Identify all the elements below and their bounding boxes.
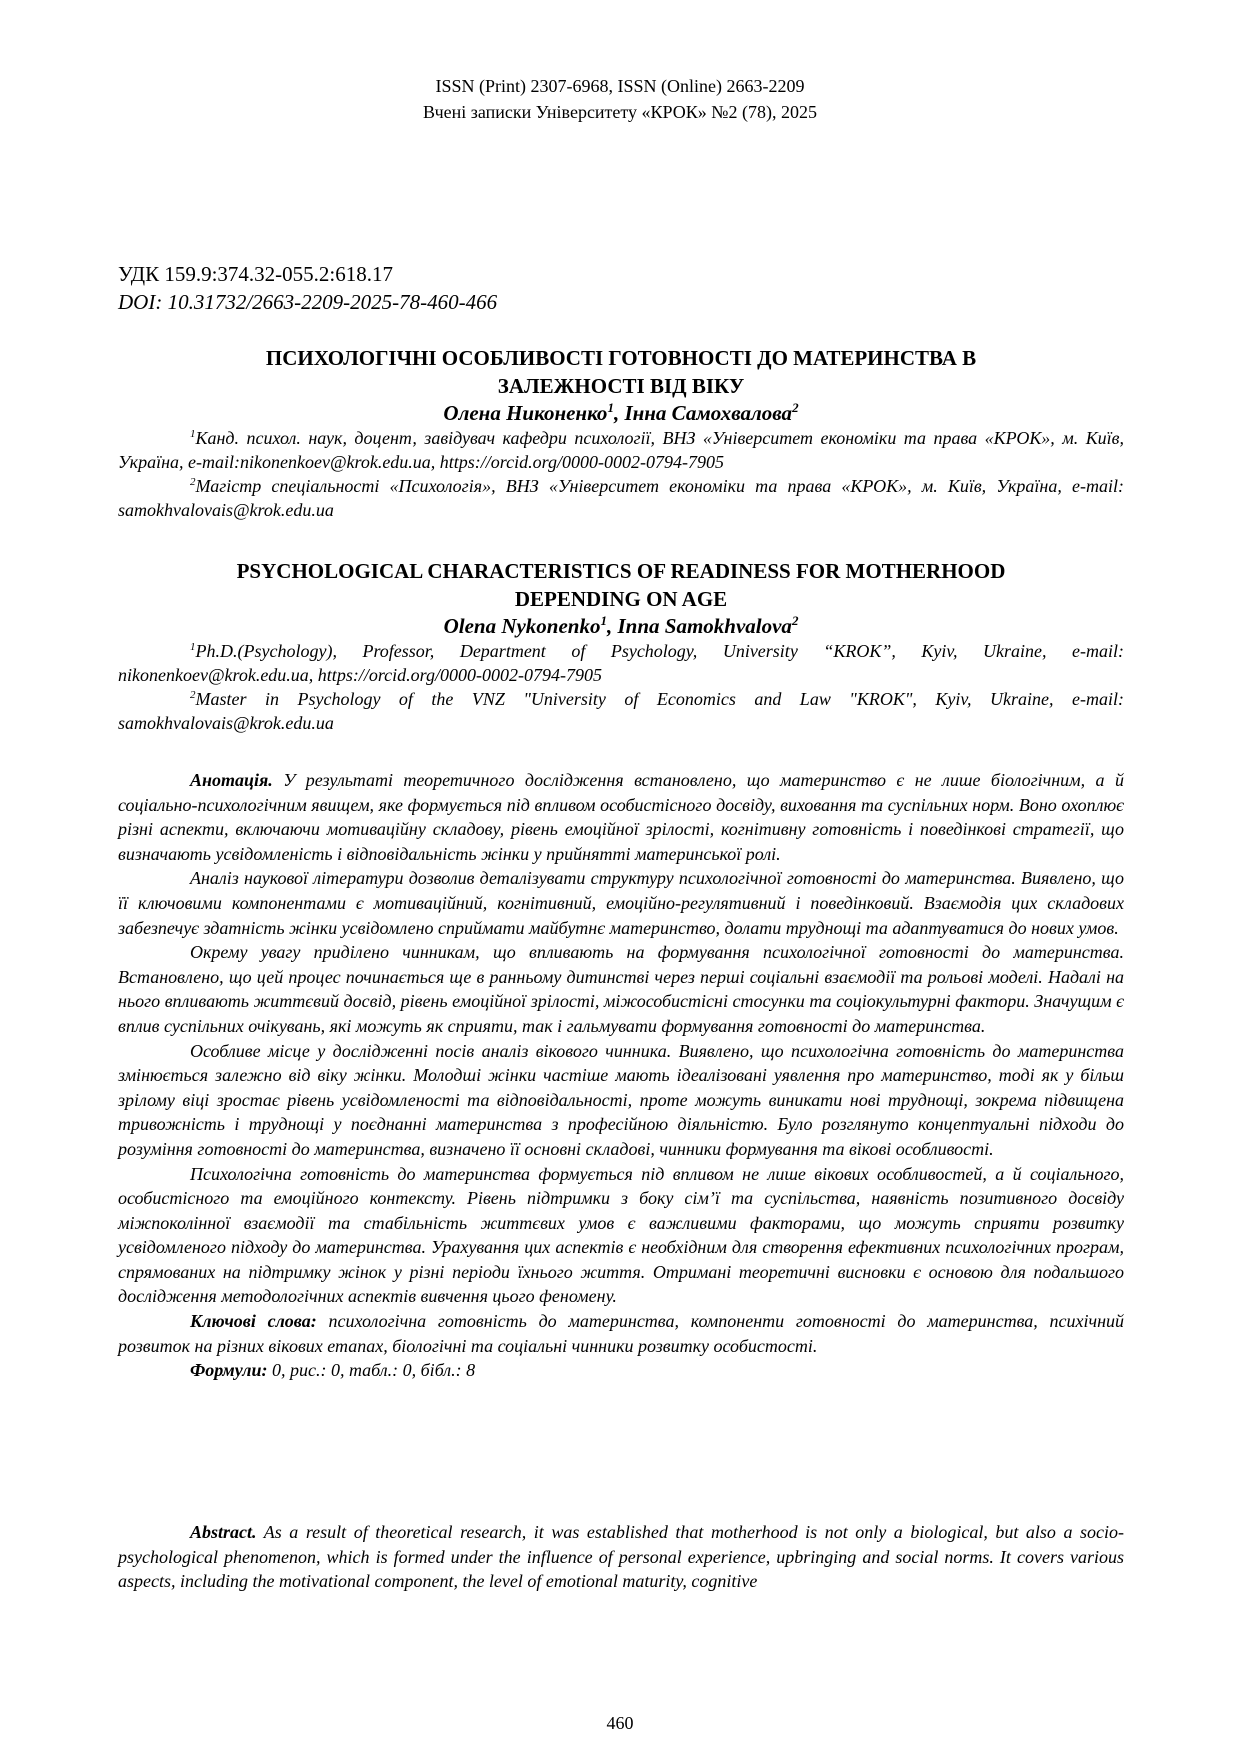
en-author-1-sup: 1: [600, 613, 607, 628]
formulas-text: 0, рис.: 0, табл.: 0, бібл.: 8: [271, 1360, 476, 1381]
en-affiliation-1: [118, 639, 1124, 687]
keywords-text: психологічна готовність до материнства, компоненти готовності до материнства, психічний розвиток на різних вікових етапах, біологічні та соціальні чинники розвитку особистості.: [118, 1311, 1125, 1356]
ua-title-block: [118, 344, 1124, 522]
en-aff-2-sup: 2: [190, 689, 196, 701]
ua-title-line: ПСИХОЛОГІЧНІ ОСОБЛИВОСТІ ГОТОВНОСТІ ДО МАТЕРИНСТВА В: [265, 346, 977, 370]
en-affiliation-2-text: Master in Psychology of the VNZ "University of Economics and Law "KROK", Kyiv, Ukraine, e-mail: samokhvalovais@krok.edu.ua: [118, 689, 1124, 733]
en-author-1: Olena Nykonenko: [443, 614, 601, 638]
annotation-section: [118, 768, 1124, 1383]
annotation-text: У результаті теоретичного дослідження встановлено, що материнство є не лише біологічним, а й соціально-психологічним явищем, яке формується під впливом особистісного досвіду, виховання та суспільних норм. Воно охоплює різні аспекти, включаючи мотиваційну складову, рівень емоційної зрілості, когнітивну готовність і поведінкові стратегії, що визначають усвідомленість і відповідальність жінки у прийнятті материнської ролі.: [118, 770, 1124, 864]
ua-title: [118, 344, 1124, 400]
running-header: [0, 73, 1240, 125]
en-author-2: Inna Samokhvalova: [617, 614, 792, 638]
ua-affiliation-1: [118, 426, 1124, 474]
en-affiliation-1-text: Ph.D.(Psychology), Professor, Department of Psychology, University “KROK”, Kyiv, Ukraine, e-mail: nikonenkoev@krok.edu.ua, https://orcid.org/0000-0002-0794-7905: [118, 641, 1124, 685]
article-codes: [118, 260, 497, 316]
ua-title-line: ЗАЛЕЖНОСТІ ВІД ВІКУ: [497, 374, 745, 398]
en-affiliations: [118, 639, 1124, 735]
en-title-line: PSYCHOLOGICAL CHARACTERISTICS OF READINESS FOR MOTHERHOOD: [236, 559, 1006, 583]
abstract-text: As a result of theoretical research, it was established that motherhood is not only a biological, but also a socio-psychological phenomenon, which is formed under the influence of personal experience, upbringing and social norms. It covers various aspects, including the motivational component, the level of emotional maturity, cognitive: [118, 1522, 1124, 1592]
keywords-paragraph: [118, 1309, 1124, 1358]
keywords-label: Ключові слова:: [190, 1311, 317, 1332]
en-authors: Olena Nykonenko$^1$, Inna Samokhvalova$^2$: [443, 613, 799, 638]
ua-aff-1-sup: 1: [190, 428, 196, 440]
ua-authors: Олена Никоненко$^1$, Інна Самохвалова$^2$: [443, 400, 799, 425]
abstract-label: Abstract.: [190, 1522, 257, 1542]
page-number: 460: [606, 1713, 634, 1733]
en-title-block: [118, 557, 1124, 735]
en-title-line: DEPENDING ON AGE: [514, 587, 728, 611]
ua-author-1-sup: 1: [607, 400, 614, 415]
udk-code: УДК 159.9:374.32-055.2:618.17: [118, 262, 393, 286]
en-author-2-sup: 2: [791, 613, 799, 628]
doi-link[interactable]: DOI: 10.31732/2663-2209-2025-78-460-466: [118, 290, 498, 314]
annotation-paragraph: Психологічна готовність до материнства формується під впливом не лише вікових особливостей, а й соціального, особистісного та емоційного контексту. Рівень підтримки з боку сім’ї та суспільства, наявність позитивного досвіду міжпоколінної взаємодії та стабільність життєвих умов є важливими факторами, що можуть сприяти розвитку усвідомленого підходу до материнства. Урахування цих аспектів є необхідним для створення ефективних психологічних програм, спрямованих на підтримку жінок у різні періоди їхнього життя. Отримані теоретичні висновки є основою для подальшого дослідження методологічних аспектів вивчення цього феномену.: [118, 1163, 1124, 1307]
ua-author-2: Інна Самохвалова: [624, 401, 793, 425]
annotation-label: Анотація.: [190, 770, 273, 790]
ua-aff-2-sup: 2: [190, 476, 196, 488]
formulas-label: Формули:: [190, 1360, 268, 1381]
ua-author-2-sup: 2: [792, 400, 799, 415]
en-title: [118, 557, 1124, 613]
annotation-paragraph: [118, 768, 1124, 866]
annotation-paragraph: Особливе місце у дослідженні посів аналіз вікового чинника. Виявлено, що психологічна готовність до материнства змінюється залежно від віку жінки. Молодші жінки частіше мають ідеалізовані уявлення про материнство, тоді як у більш зрілому віці зростає рівень усвідомленості та відповідальності, проте можуть виникати нові труднощі, зокрема підвищена тривожність і труднощі у поєднанні материнства з професійною діяльністю. Було розглянуто концептуальні підходи до розуміння готовності до материнства, визначено її основні складові, чинники формування та вікові особливості.: [118, 1040, 1124, 1159]
en-aff-1-sup: 1: [190, 641, 196, 653]
formulas-paragraph: [118, 1358, 1124, 1383]
annotation-paragraph: Окрему увагу приділено чинникам, що впливають на формування психологічної готовності до материнства. Встановлено, що цей процес починається ще в ранньому дитинстві через перші соціальні взаємодії та рольові моделі. Надалі на нього впливають життєвий досвід, рівень емоційної зрілості, міжособистісні стосунки та соціокультурні фактори. Значущим є вплив суспільних очікувань, які можуть як сприяти, так і гальмувати формування готовності до материнства.: [118, 942, 1124, 1036]
annotation-paragraph: Аналіз наукової літератури дозволив деталізувати структуру психологічної готовності до материнства. Виявлено, що її ключовими компонентами є мотиваційний, когнітивний, емоційно-регулятивний і поведінковий. Взаємодія цих складових забезпечує здатність жінки усвідомлено сприймати майбутнє материнство, долати труднощі та адаптуватися до нових умов.: [118, 868, 1124, 938]
en-affiliation-2: [118, 687, 1124, 735]
abstract-section: [118, 1520, 1124, 1594]
issn-line: ISSN (Print) 2307-6968, ISSN (Online) 2663-2209: [435, 76, 805, 96]
ua-affiliation-1-text: Канд. психол. наук, доцент, завідувач кафедри психології, ВНЗ «Університет економіки та права «КРОК», м. Київ, Україна, e-mail:nikonenkoev@krok.edu.ua, https://orcid.org/0000-0002-0794-7905: [118, 428, 1124, 472]
abstract-paragraph: [118, 1520, 1124, 1594]
ua-affiliations: [118, 426, 1124, 522]
ua-affiliation-2: [118, 474, 1124, 522]
ua-affiliation-2-text: Магістр спеціальності «Психологія», ВНЗ «Університет економіки та права «КРОК», м. Київ, Україна, e-mail: samokhvalovais@krok.edu.ua: [118, 476, 1124, 520]
ua-author-1: Олена Никоненко: [443, 401, 608, 425]
journal-line: Вчені записки Університету «КРОК» №2 (78), 2025: [423, 102, 817, 122]
